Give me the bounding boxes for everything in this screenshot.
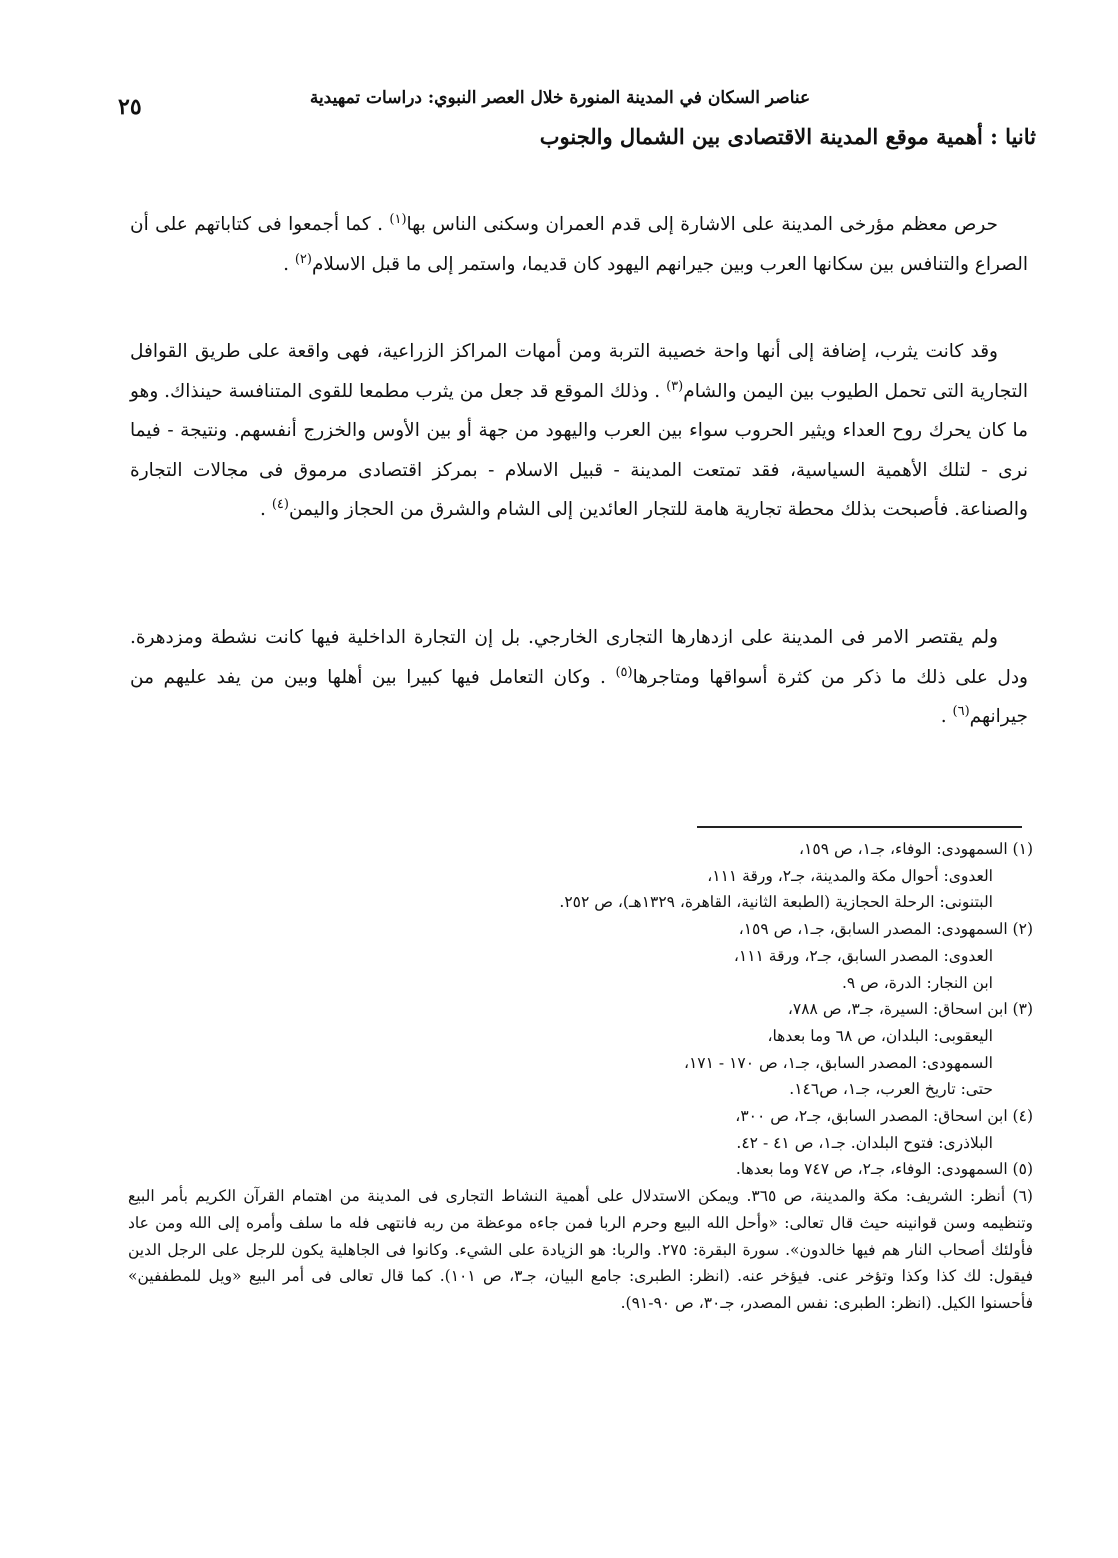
footnotes bbox=[128, 836, 1033, 1317]
footnote-3-line-4: حتى: تاريخ العرب، جـ١، ص١٤٦. bbox=[789, 1080, 993, 1099]
footnote-ref-5[interactable]: (٥) bbox=[615, 664, 633, 680]
paragraph-3-text-b: . وكان التعامل فيها كبيرا بين أهلها وبين من يفد عليهم من جيرانهم bbox=[130, 666, 1028, 727]
footnote-3-line-1: (٣) ابن اسحاق: السيرة، جـ٣، ص ٧٨٨، bbox=[787, 1000, 1033, 1019]
paragraph-1 bbox=[130, 205, 1028, 284]
footnote-2-line-3: ابن النجار: الدرة، ص ٩. bbox=[841, 973, 993, 992]
paragraph-2-text-a: وقد كانت يثرب، إضافة إلى أنها واحة خصيبة التربة ومن أمهات المراكز الزراعية، فهى واقعة على طريق القوافل التجارية التى تحمل الطيوب بين اليمن والشام bbox=[130, 341, 1028, 402]
footnote-5-line-1: (٥) السمهودى: الوفاء، جـ٢، ص ٧٤٧ وما بعدها. bbox=[735, 1160, 1033, 1179]
paragraph-3 bbox=[130, 618, 1028, 737]
footnote-2-line-2: العدوى: المصدر السابق، جـ٢، ورقة ١١١، bbox=[733, 946, 993, 965]
running-title: عناصر السكان في المدينة المنورة خلال العصر النبوي: دراسات تمهيدية bbox=[309, 88, 811, 108]
paragraph-2 bbox=[130, 332, 1028, 530]
paragraph-2-text-c: . bbox=[260, 499, 272, 520]
page-number: ٢٥ bbox=[118, 94, 142, 120]
paragraph-1-text-c: . bbox=[283, 253, 295, 275]
paragraph-3-text-c: . bbox=[940, 706, 953, 727]
footnote-ref-3[interactable]: (٣) bbox=[666, 378, 684, 394]
paragraph-2-text-b: . وذلك الموقع قد جعل من يثرب مطمعا للقوى المتنافسة حينذاك. وهو ما كان يحرك روح العداء ويثير الحروب سواء بين العرب واليهود من جهة أو بين الأوس والخزرج أنفسهم. ونتيجة - فيما نرى - لتلك الأهمية السياسية، فقد تمتعت المدينة - قبيل الاسلام - بمركز اقتصادى مرموق فى مجالات التجارة والصناعة. فأصبحت بذلك محطة تجارية هامة للتجار العائدين إلى الشام والشرق من الحجاز واليمن bbox=[130, 380, 1028, 520]
footnote-ref-2[interactable]: (٢) bbox=[294, 251, 312, 267]
footnote-1-line-2: العدوى: أحوال مكة والمدينة، جـ٢، ورقة ١١١، bbox=[707, 866, 993, 885]
paragraph-1-text-b: . كما أجمعوا فى كتاباتهم على أن الصراع والتنافس بين سكانها العرب وبين جيرانهم اليهود كان قديما، واستمر إلى ما قبل الاسلام bbox=[130, 214, 1028, 275]
footnote-2-line-1: (٢) السمهودى: المصدر السابق، جـ١، ص ١٥٩، bbox=[738, 920, 1033, 939]
paragraph-3-text-a: ولم يقتصر الامر فى المدينة على ازدهارها التجارى الخارجي. بل إن التجارة الداخلية فيها كانت نشطة ومزدهرة. ودل على ذلك ما ذكر من كثرة أسواقها ومتاجرها bbox=[130, 627, 1028, 688]
footnote-3-line-3: السمهودى: المصدر السابق، جـ١، ص ١٧٠ - ١٧١، bbox=[683, 1053, 993, 1072]
footnote-ref-6[interactable]: (٦) bbox=[952, 703, 970, 719]
footnote-4-line-1: (٤) ابن اسحاق: المصدر السابق، جـ٢، ص ٣٠٠، bbox=[735, 1107, 1033, 1126]
section-heading: ثانيا : أهمية موقع المدينة الاقتصادى بين الشمال والجنوب bbox=[539, 124, 1036, 149]
footnote-6-text: (٦) أنظر: الشريف: مكة والمدينة، ص ٣٦٥. ويمكن الاستدلال على أهمية النشاط التجارى فى المدينة من اهتمام القرآن الكريم بأمر البيع وتنظيمه وسن قوانينه حيث قال تعالى: «وأحل الله البيع وحرم الربا فمن جاءه موعظة من ربه فانتهى فله ما سلف وأمره إلى الله ومن عاد فأولئك أصحاب النار هم فيها خالدون». سورة البقرة: ٢٧٥. والربا: هو الزيادة على الشيء. وكانوا فى الجاهلية يكون للرجل على الرجل الدين فيقول: لك كذا وكذا وتؤخر عنى. فيؤخر عنه. (انظر: الطبرى: جامع البيان، جـ٣، ص ١٠١). كما قال تعالى فى أمر البيع «ويل للمطففين» فأحسنوا الكيل. (انظر: الطبرى: نفس المصدر، جـ٣٠، ص ٩٠-٩١). bbox=[128, 1187, 1033, 1312]
footnote-1-line-3: البتنونى: الرحلة الحجازية (الطبعة الثانية، القاهرة، ١٣٢٩هـ)، ص ٢٥٢. bbox=[559, 893, 993, 912]
footnote-ref-1[interactable]: (١) bbox=[389, 211, 407, 227]
footnote-3-line-2: اليعقوبى: البلدان، ص ٦٨ وما بعدها، bbox=[767, 1026, 993, 1045]
footnote-divider bbox=[697, 826, 1022, 828]
footnote-4-line-2: البلاذرى: فتوح البلدان. جـ١، ص ٤١ - ٤٢. bbox=[736, 1133, 993, 1152]
footnote-1-line-1: (١) السمهودى: الوفاء، جـ١، ص ١٥٩، bbox=[799, 840, 1033, 858]
footnote-ref-4[interactable]: (٤) bbox=[271, 496, 289, 512]
paragraph-1-text-a: حرص معظم مؤرخى المدينة على الاشارة إلى قدم العمران وسكنى الناس بها bbox=[406, 214, 998, 235]
